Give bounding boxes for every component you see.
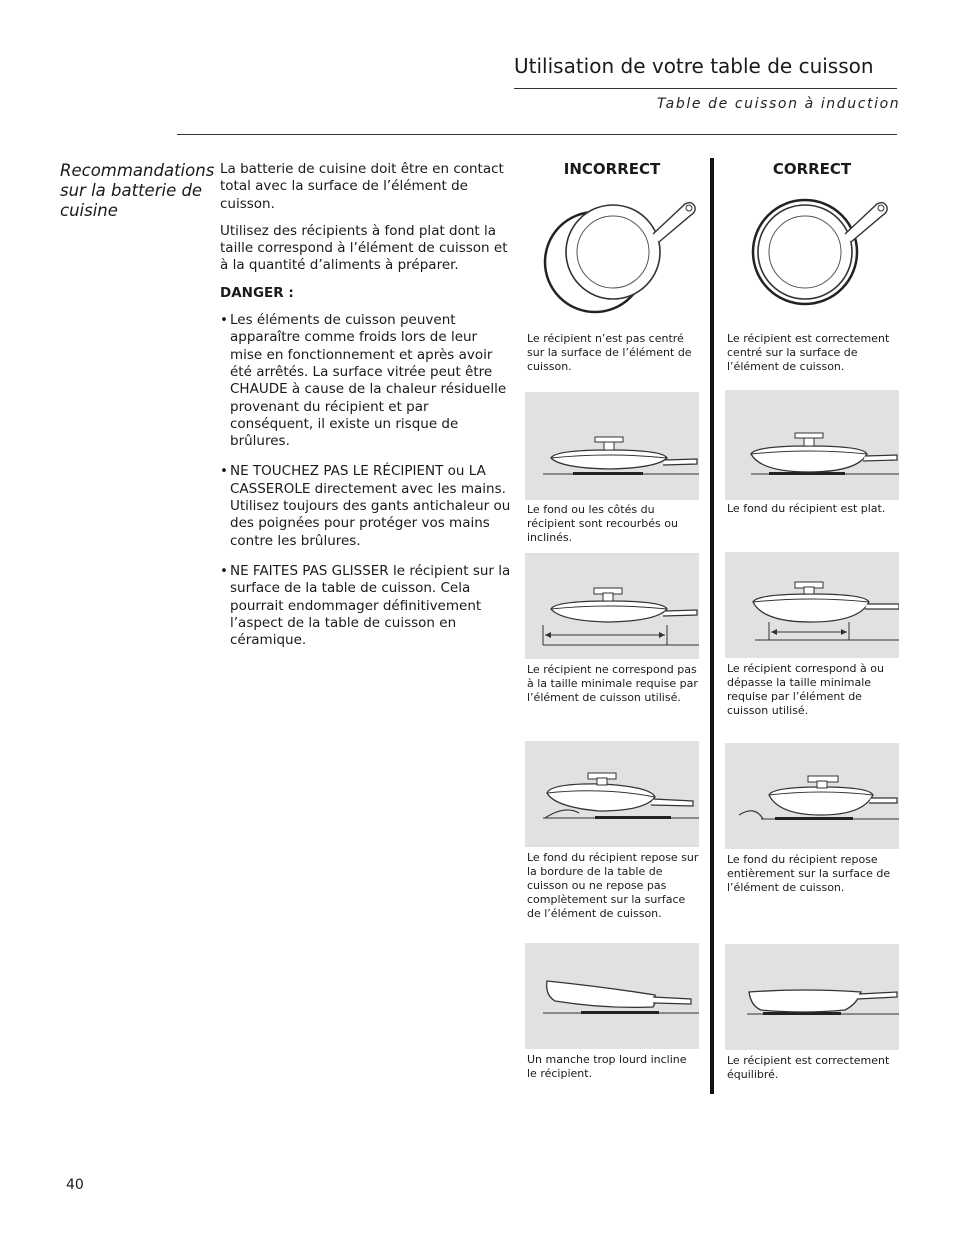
correct-caption-3: Le récipient correspond à ou dépasse la taille minimale requise par l’élément de cuisson utilisé. bbox=[727, 662, 884, 717]
danger-bullet-1: • Les éléments de cuisson peuvent apparaître comme froids lors de leur mise en fonctionnement et après avoir été arrêtés. La surface vitrée peut être CHAUDE à cause de la chaleur résiduelle provenant du récipient et par conséquent, il existe un risque de brûlures. bbox=[220, 312, 512, 450]
intro-paragraph-1: La batterie de cuisine doit être en contact total avec la surface de l’élément de cuisson. bbox=[220, 161, 504, 212]
section-heading: Recommandations sur la batterie de cuisine bbox=[60, 161, 215, 220]
illustration-pan-curved-bottom bbox=[525, 392, 699, 500]
body-text bbox=[220, 161, 512, 662]
illustration-pan-right-size bbox=[725, 552, 899, 658]
illustration-pan-fully-on-element bbox=[725, 743, 899, 849]
danger-label: DANGER : bbox=[220, 284, 294, 301]
incorrect-caption-3: Le récipient ne correspond pas à la taille minimale requise par l’élément de cuisson utilisé. bbox=[527, 663, 698, 704]
correct-caption-1: Le récipient est correctement centré sur la surface de l’élément de cuisson. bbox=[727, 332, 890, 373]
column-divider bbox=[710, 158, 714, 1094]
correct-caption-4: Le fond du récipient repose entièrement sur la surface de l’élément de cuisson. bbox=[727, 853, 891, 894]
illustration-pan-centered bbox=[725, 190, 899, 320]
correct-column-header: CORRECT bbox=[772, 160, 852, 178]
page-number: 40 bbox=[66, 1177, 84, 1193]
illustration-pan-heavy-handle bbox=[525, 943, 699, 1049]
section-divider bbox=[177, 134, 897, 135]
correct-caption-5: Le récipient est correctement équilibré. bbox=[727, 1054, 890, 1081]
incorrect-caption-1: Le récipient n’est pas centré sur la surface de l’élément de cuisson. bbox=[527, 332, 692, 373]
illustration-pan-on-border bbox=[525, 741, 699, 847]
incorrect-caption-4: Le fond du récipient repose sur la bordure de la table de cuisson ou ne repose pas complètement sur la surface de l’élément de cuisson. bbox=[527, 851, 699, 920]
page-title: Utilisation de votre table de cuisson bbox=[514, 54, 874, 78]
title-divider bbox=[514, 88, 897, 89]
incorrect-caption-2: Le fond ou les côtés du récipient sont recourbés ou inclinés. bbox=[527, 503, 678, 544]
danger-bullet-3: • NE FAITES PAS GLISSER le récipient sur la surface de la table de cuisson. Cela pourrait endommager définitivement l’aspect de la table de cuisson en céramique. bbox=[220, 563, 512, 649]
illustration-pan-balanced bbox=[725, 944, 899, 1050]
illustration-pan-off-center bbox=[525, 190, 699, 320]
intro-paragraph-2: Utilisez des récipients à fond plat dont la taille correspond à l’élément de cuisson et à la quantité d’aliments à préparer. bbox=[220, 222, 508, 274]
danger-bullet-2: • NE TOUCHEZ PAS LE RÉCIPIENT ou LA CASSEROLE directement avec les mains. Utilisez toujours des gants antichaleur ou des poignées pour protéger vos mains contre les brûlures. bbox=[220, 463, 512, 549]
illustration-pan-too-small bbox=[525, 553, 699, 659]
page-subtitle: Table de cuisson à induction bbox=[657, 96, 901, 112]
illustration-pan-flat-bottom bbox=[725, 390, 899, 500]
incorrect-caption-5: Un manche trop lourd incline le récipient. bbox=[527, 1053, 687, 1080]
incorrect-column-header: INCORRECT bbox=[563, 160, 661, 178]
correct-caption-2: Le fond du récipient est plat. bbox=[727, 502, 886, 515]
